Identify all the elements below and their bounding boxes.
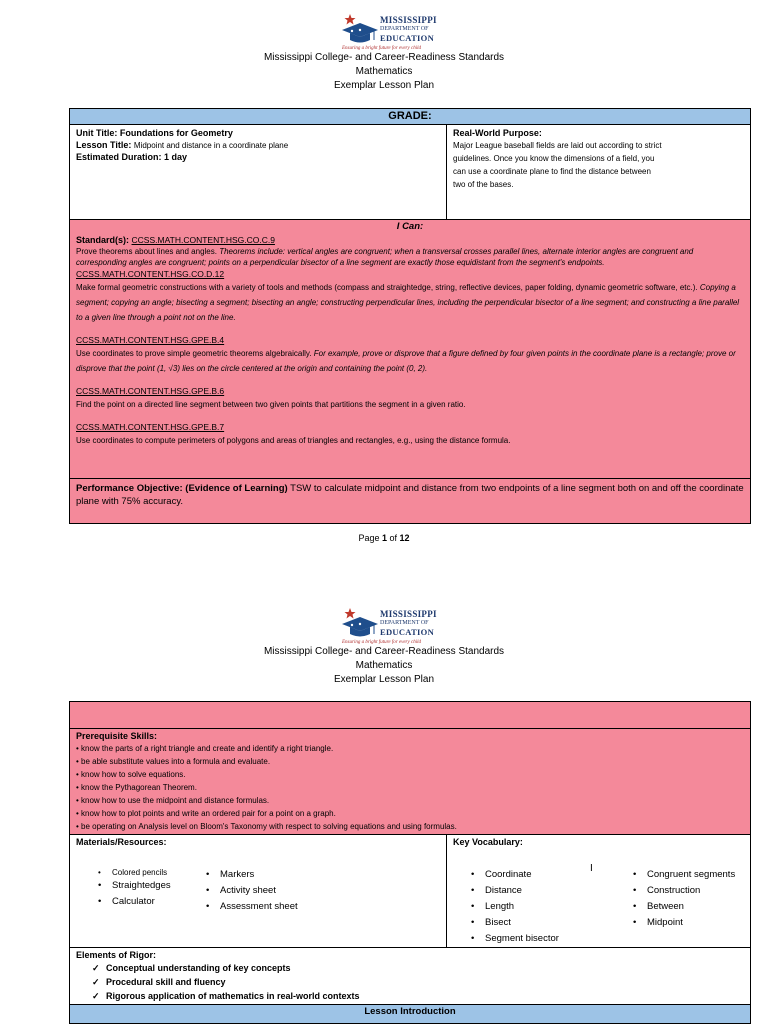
- standard-1: [76, 234, 744, 268]
- duration-value: 1 day: [164, 152, 188, 162]
- performance-objective-cell: [69, 478, 751, 524]
- standard-code[interactable]: CCSS.MATH.CONTENT.HSG.CO.D.12: [76, 269, 225, 279]
- mde-logo: [340, 12, 440, 54]
- list-item: • Straightedges: [98, 878, 171, 894]
- logo-line3: EDUCATION: [380, 33, 435, 43]
- list-item: • Bisect: [471, 915, 559, 931]
- standard-code[interactable]: CCSS.MATH.CONTENT.HSG.GPE.B.6: [76, 386, 225, 396]
- list-item: • Length: [471, 899, 559, 915]
- vocab-col-2: [633, 867, 735, 931]
- logo-tagline: Ensuring a bright future for every child: [342, 640, 421, 645]
- materials-col-1: [98, 867, 171, 910]
- list-item: • Calculator: [98, 894, 171, 910]
- page-prefix: Page: [358, 533, 380, 543]
- real-world-label: Real-World Purpose:: [453, 128, 542, 138]
- materials-label: Materials/Resources:: [76, 837, 167, 847]
- page-current: 1: [381, 533, 387, 543]
- doc-title-line2: Mathematics: [355, 660, 413, 671]
- list-item: • Congruent segments: [633, 867, 735, 883]
- standard-example: Copying a segment; copying an angle; bisecting a segment; bisecting an angle; constructing perpendicular lines, including the perpendicular bisector of a line segment; and constructing a line parallel to a given line through a point not on the line.: [76, 283, 740, 322]
- unit-title-value: Foundations for Geometry: [119, 128, 233, 138]
- logo-line3: EDUCATION: [380, 627, 435, 637]
- lesson-info-cell: [69, 124, 447, 220]
- standard-text: Find the point on a directed line segment between two given points that partitions the segment in a given ratio.: [76, 400, 466, 409]
- list-item: • Segment bisector: [471, 931, 559, 947]
- page-number: [0, 533, 768, 543]
- logo-line1: MISSISSIPPI: [380, 15, 437, 25]
- doc-title-line2: Mathematics: [355, 66, 413, 77]
- doc-title-line1: Mississippi College- and Career-Readiness Standards: [263, 646, 505, 657]
- list-item: • Assessment sheet: [206, 899, 298, 915]
- standard-code[interactable]: CCSS.MATH.CONTENT.HSG.CO.C.9: [131, 235, 275, 245]
- i-can-label: I Can:: [396, 221, 424, 232]
- list-item: • Colored pencils: [98, 867, 171, 878]
- graduation-cap-icon: [340, 12, 380, 46]
- standard-code[interactable]: CCSS.MATH.CONTENT.HSG.GPE.B.7: [76, 422, 225, 432]
- prereq-list: [76, 742, 744, 833]
- graduation-cap-icon: [340, 606, 380, 640]
- page-2: [0, 600, 768, 1024]
- logo-tagline: Ensuring a bright future for every child: [342, 46, 421, 51]
- grade-label: GRADE:: [388, 110, 432, 122]
- stray-mark: I: [590, 863, 593, 874]
- list-item: • Activity sheet: [206, 883, 298, 899]
- rigor-item: ✓ Conceptual understanding of key concepts: [92, 961, 744, 975]
- doc-title-line3: Exemplar Lesson Plan: [333, 80, 435, 91]
- unit-title-label: Unit Title:: [76, 128, 118, 138]
- empty-header-row: [69, 701, 751, 729]
- prerequisite-skills-cell: [69, 728, 751, 835]
- vocab-col-1: [471, 867, 559, 947]
- standard-code[interactable]: CCSS.MATH.CONTENT.HSG.GPE.B.4: [76, 335, 225, 345]
- list-item: • Coordinate: [471, 867, 559, 883]
- page-of: of: [389, 533, 398, 543]
- standard-example: Theorems include: vertical angles are congruent; when a transversal crosses parallel lines, alternate interior angles are congruent and corresponding angles are congruent; points on a perpendicular bisector of a line segment are exactly those equidistant from the segment's endpoints.: [76, 247, 694, 267]
- duration-label: Estimated Duration:: [76, 152, 162, 162]
- intro-label: Lesson Introduction: [364, 1006, 456, 1017]
- rigor-item: ✓ Procedural skill and fluency: [92, 975, 744, 989]
- objective-label: Performance Objective: (Evidence of Learning): [76, 483, 288, 494]
- list-item: • Markers: [206, 867, 298, 883]
- logo-line1: MISSISSIPPI: [380, 609, 437, 619]
- logo-wordmark: [380, 16, 437, 43]
- list-item: • Distance: [471, 883, 559, 899]
- list-item: • Between: [633, 899, 735, 915]
- standard-text: Use coordinates to prove simple geometric theorems algebraically.: [76, 349, 312, 358]
- list-item: • Construction: [633, 883, 735, 899]
- page-total: 12: [399, 533, 410, 543]
- vocab-label: Key Vocabulary:: [453, 837, 523, 847]
- list-item: • know how to plot points and write an ordered pair for a point on a graph.: [76, 809, 336, 818]
- doc-title-line1: Mississippi College- and Career-Readiness Standards: [263, 52, 505, 63]
- doc-title-line3: Exemplar Lesson Plan: [333, 674, 435, 685]
- list-item: • know the Pythagorean Theorem.: [76, 783, 197, 792]
- lesson-introduction-bar: [69, 1004, 751, 1024]
- lesson-title-label: Lesson Title:: [76, 140, 132, 150]
- list-item: • be able substitute values into a formula and evaluate.: [76, 757, 271, 766]
- list-item: • Midpoint: [633, 915, 735, 931]
- list-item: • know the parts of a right triangle and create and identify a right triangle.: [76, 744, 334, 753]
- logo-line2: DEPARTMENT OF: [380, 26, 429, 32]
- prereq-label: Prerequisite Skills:: [76, 731, 158, 741]
- standard-text: Prove theorems about lines and angles.: [76, 247, 217, 256]
- real-world-purpose-cell: [446, 124, 751, 220]
- rigor-item: ✓ Rigorous application of mathematics in real-world contexts: [92, 989, 744, 1003]
- rigor-cell: [69, 947, 751, 1005]
- list-item: • be operating on Analysis level on Bloom's Taxonomy with respect to solving equations and using formulas.: [76, 822, 457, 831]
- standard-2: [76, 268, 744, 325]
- standard-4: [76, 385, 744, 412]
- logo-line2: DEPARTMENT OF: [380, 620, 429, 626]
- vocabulary-cell: [446, 834, 751, 948]
- standard-example: For example, prove or disprove that a figure defined by four given points in the coordinate plane is a rectangle; prove or disprove that the point (1, √3) lies on the circle centered at the origin and containing the point (0, 2).: [76, 349, 736, 373]
- standard-3: [76, 334, 744, 376]
- list-item: • know how to use the midpoint and distance formulas.: [76, 796, 270, 805]
- standard-5: [76, 421, 744, 448]
- rigor-list: [76, 961, 744, 1003]
- standard-text: Use coordinates to compute perimeters of polygons and areas of triangles and rectangles, e.g., using the distance formula.: [76, 436, 511, 445]
- standards-label: Standard(s):: [76, 235, 130, 245]
- standards-cell: [69, 219, 751, 479]
- objective-text: TSW to calculate midpoint and distance from two endpoints of a line segment both on and off the coordinate plane with 75% accuracy.: [76, 483, 744, 507]
- list-item: • know how to solve equations.: [76, 770, 186, 779]
- standard-text: Make formal geometric constructions with a variety of tools and methods (compass and straightedge, string, reflective devices, paper folding, dynamic geometric software, etc.).: [76, 283, 698, 292]
- real-world-text: Major League baseball fields are laid out according to strict guidelines. Once you know the dimensions of a field, you can use a coordinate plane to find the distance between two of the bases.: [453, 141, 662, 189]
- grade-bar: [69, 108, 751, 125]
- mde-logo: [340, 606, 440, 648]
- rigor-label: Elements of Rigor:: [76, 950, 157, 960]
- materials-col-2: [206, 867, 298, 915]
- logo-wordmark: [380, 610, 437, 637]
- materials-cell: [69, 834, 447, 948]
- lesson-title-value: Midpoint and distance in a coordinate plane: [133, 141, 289, 150]
